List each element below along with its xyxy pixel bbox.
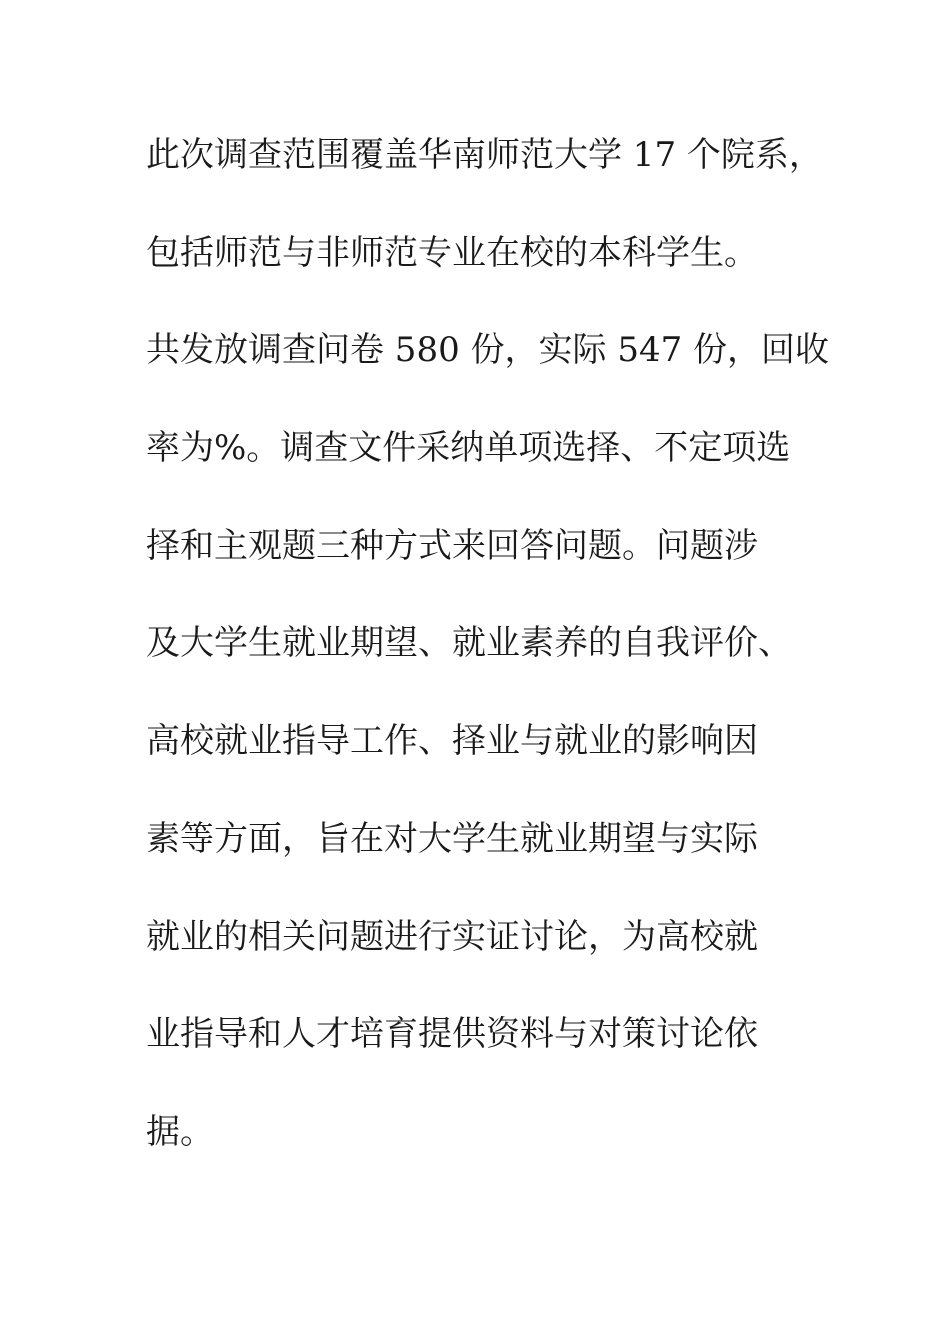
paragraph-line: 包括师范与非师范专业在校的本科学生。 (146, 232, 758, 273)
paragraph-line: 就业的相关问题进行实证讨论，为高校就 (146, 916, 758, 957)
paragraph-line: 率为%。调查文件采纳单项选择、不定项选 (146, 428, 791, 469)
paragraph-line: 据。 (146, 1111, 214, 1152)
paragraph-line: 素等方面，旨在对大学生就业期望与实际 (146, 818, 758, 859)
paragraph-line: 及大学生就业期望、就业素养的自我评价、 (146, 623, 792, 664)
body-paragraph (146, 126, 830, 1201)
paragraph-line: 业指导和人才培育提供资料与对策讨论依 (146, 1014, 758, 1055)
paragraph-line: 择和主观题三种方式来回答问题。问题涉 (146, 525, 758, 566)
paragraph-line: 此次调查范围覆盖华南师范大学 17 个院系， (146, 135, 823, 175)
paragraph-line: 高校就业指导工作、择业与就业的影响因 (146, 721, 758, 762)
paragraph-line: 共发放调查问卷 580 份，实际 547 份，回收 (146, 330, 830, 371)
